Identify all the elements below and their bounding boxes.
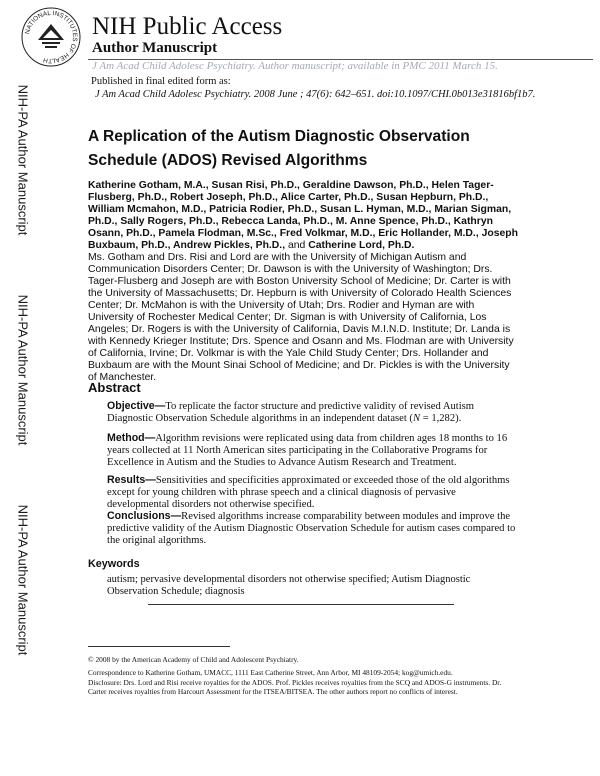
- objective-text: To replicate the factor structure and predictive validity of revised Autism Diagnostic Observation Schedule algorithms in an independent dataset (: [107, 401, 475, 425]
- sidebar-label-bottom: [12, 500, 34, 660]
- authors-and: and: [287, 240, 306, 251]
- correspondence-text: Correspondence to Katherine Gotham, UMACC, 1111 East Catherine Street, Ann Arbor, MI 48109-2054; kog@umich.edu.: [88, 668, 453, 677]
- header-subtitle: Author Manuscript: [92, 40, 218, 56]
- nih-logo: [20, 6, 82, 68]
- abstract-method: [107, 432, 517, 470]
- sidebar-label-text: NIH-PA Author Manuscript: [15, 84, 31, 236]
- affiliations: Ms. Gotham and Drs. Risi and Lord are with the University of Michigan Autism and Communication Disorders Center; Dr. Dawson is with the University of Washington; Drs. Tager-Flusberg and Joseph are with Boston University School of Medicine; Dr. Carter is with the University of Massachusetts; Dr. Hepburn is with University of Colorado Health Sciences Center; Dr. McMahon is with the University of Utah; Drs. Rodier and Hyman are with University of Rochester Medical Center; Dr. Sigman is with University of California, Los Angeles; Dr. Rogers is with the University of California, Davis M.I.N.D. Institute; Dr. Landa is with Kennedy Krieger Institute; Drs. Spence and Osann and Ms. Flodman are with University of California, Irvine; Dr. Volkmar is with the Yale Child Study Center; Drs. Hollander and Buxbaum are with the Mount Sinai School of Medicine; and Dr. Pickles is with the University of Manchester.: [88, 252, 514, 383]
- sidebar-label-middle: [12, 290, 34, 450]
- footnote-copyright: © 2008 by the American Academy of Child and Adolescent Psychiatry.: [88, 655, 299, 664]
- logo-text: NATIONAL INSTITUTES OF HEALTH: [24, 9, 79, 65]
- footnote-divider: [88, 646, 230, 647]
- keywords-heading: Keywords: [88, 558, 140, 570]
- objective-n: N: [412, 413, 421, 425]
- objective-text-end: = 1,282).: [420, 413, 462, 425]
- published-reference-text: J Am Acad Child Adolesc Psychiatry. 2008 June ; 47(6): 642–651. doi:10.1097/CHI.0b013e31816bf1b7.: [95, 89, 536, 100]
- sidebar-label-text: NIH-PA Author Manuscript: [15, 294, 31, 446]
- method-label: Method—: [107, 432, 156, 444]
- authors-text: Katherine Gotham, M.A., Susan Risi, Ph.D., Geraldine Dawson, Ph.D., Helen Tager-Flusberg, Ph.D., Robert Joseph, Ph.D., Alice Carter, Ph.D., Susan Hepburn, Ph.D., William Mcmahon, M.D., Patricia Rodier, Ph.D., Susan L. Hyman, M.D., Marian Sigman, Ph.D., Sally Rogers, Ph.D., Rebecca Landa, Ph.D., M. Anne Spence, Ph.D., Kathryn Osann, Ph.D., Pamela Flodman, M.Sc., Fred Volkmar, M.D., Eric Hollander, M.D., Joseph Buxbaum, Ph.D., Andrew Pickles, Ph.D.,: [88, 180, 518, 251]
- objective-label: Objective—: [107, 400, 166, 412]
- header-title: NIH Public Access: [92, 13, 283, 40]
- header-citation: J Am Acad Child Adolesc Psychiatry. Author manuscript; available in PMC 2011 March 15.: [92, 60, 498, 72]
- authors-last: Catherine Lord, Ph.D.: [308, 240, 415, 251]
- sidebar-label-text: NIH-PA Author Manuscript: [15, 504, 31, 656]
- conclusions-label: Conclusions—: [107, 510, 182, 522]
- footnote-correspondence: [88, 668, 508, 697]
- author-list: [88, 180, 518, 252]
- abstract-conclusions: [107, 510, 517, 548]
- abstract-results: [107, 474, 517, 512]
- sidebar-label-top: [12, 80, 34, 240]
- abstract-heading: Abstract: [88, 380, 141, 395]
- results-text: Sensitivities and specificities approximated or exceeded those of the old algorithms except for young children with phrase speech and a clinical diagnosis of pervasive developmental disorders not otherwise specified.: [107, 475, 510, 511]
- keywords-text: autism; pervasive developmental disorders not otherwise specified; Autism Diagnostic Observation Schedule; diagnosis: [107, 574, 471, 598]
- results-label: Results—: [107, 474, 156, 486]
- method-text: Algorithm revisions were replicated using data from children ages 18 months to 16 years collected at 11 North American sites participating in the Collaborative Programs for Excellence in Autism and the Studies to Advance Autism Research and Treatment.: [107, 433, 508, 469]
- article-title: A Replication of the Autism Diagnostic Observation Schedule (ADOS) Revised Algorithms: [88, 128, 470, 169]
- published-label: Published in final edited form as:: [91, 76, 231, 87]
- conclusions-text: Revised algorithms increase comparability between modules and improve the predictive validity of the Autism Diagnostic Observation Schedule for autism cases compared to the original algorithms.: [107, 511, 516, 547]
- abstract-objective: [107, 400, 517, 425]
- nih-seal-icon: [20, 6, 82, 68]
- published-reference: [95, 89, 535, 100]
- disclosure-text: Disclosure: Drs. Lord and Risi receive royalties for the ADOS. Prof. Pickles receives royalties from the SCQ and ADOS-G instruments. Dr. Carter receives royalties from Harcourt Assessment for the ITSEA/BITSEA. The other authors report no conflicts of interest.: [88, 677, 502, 697]
- keywords-divider: [148, 604, 454, 605]
